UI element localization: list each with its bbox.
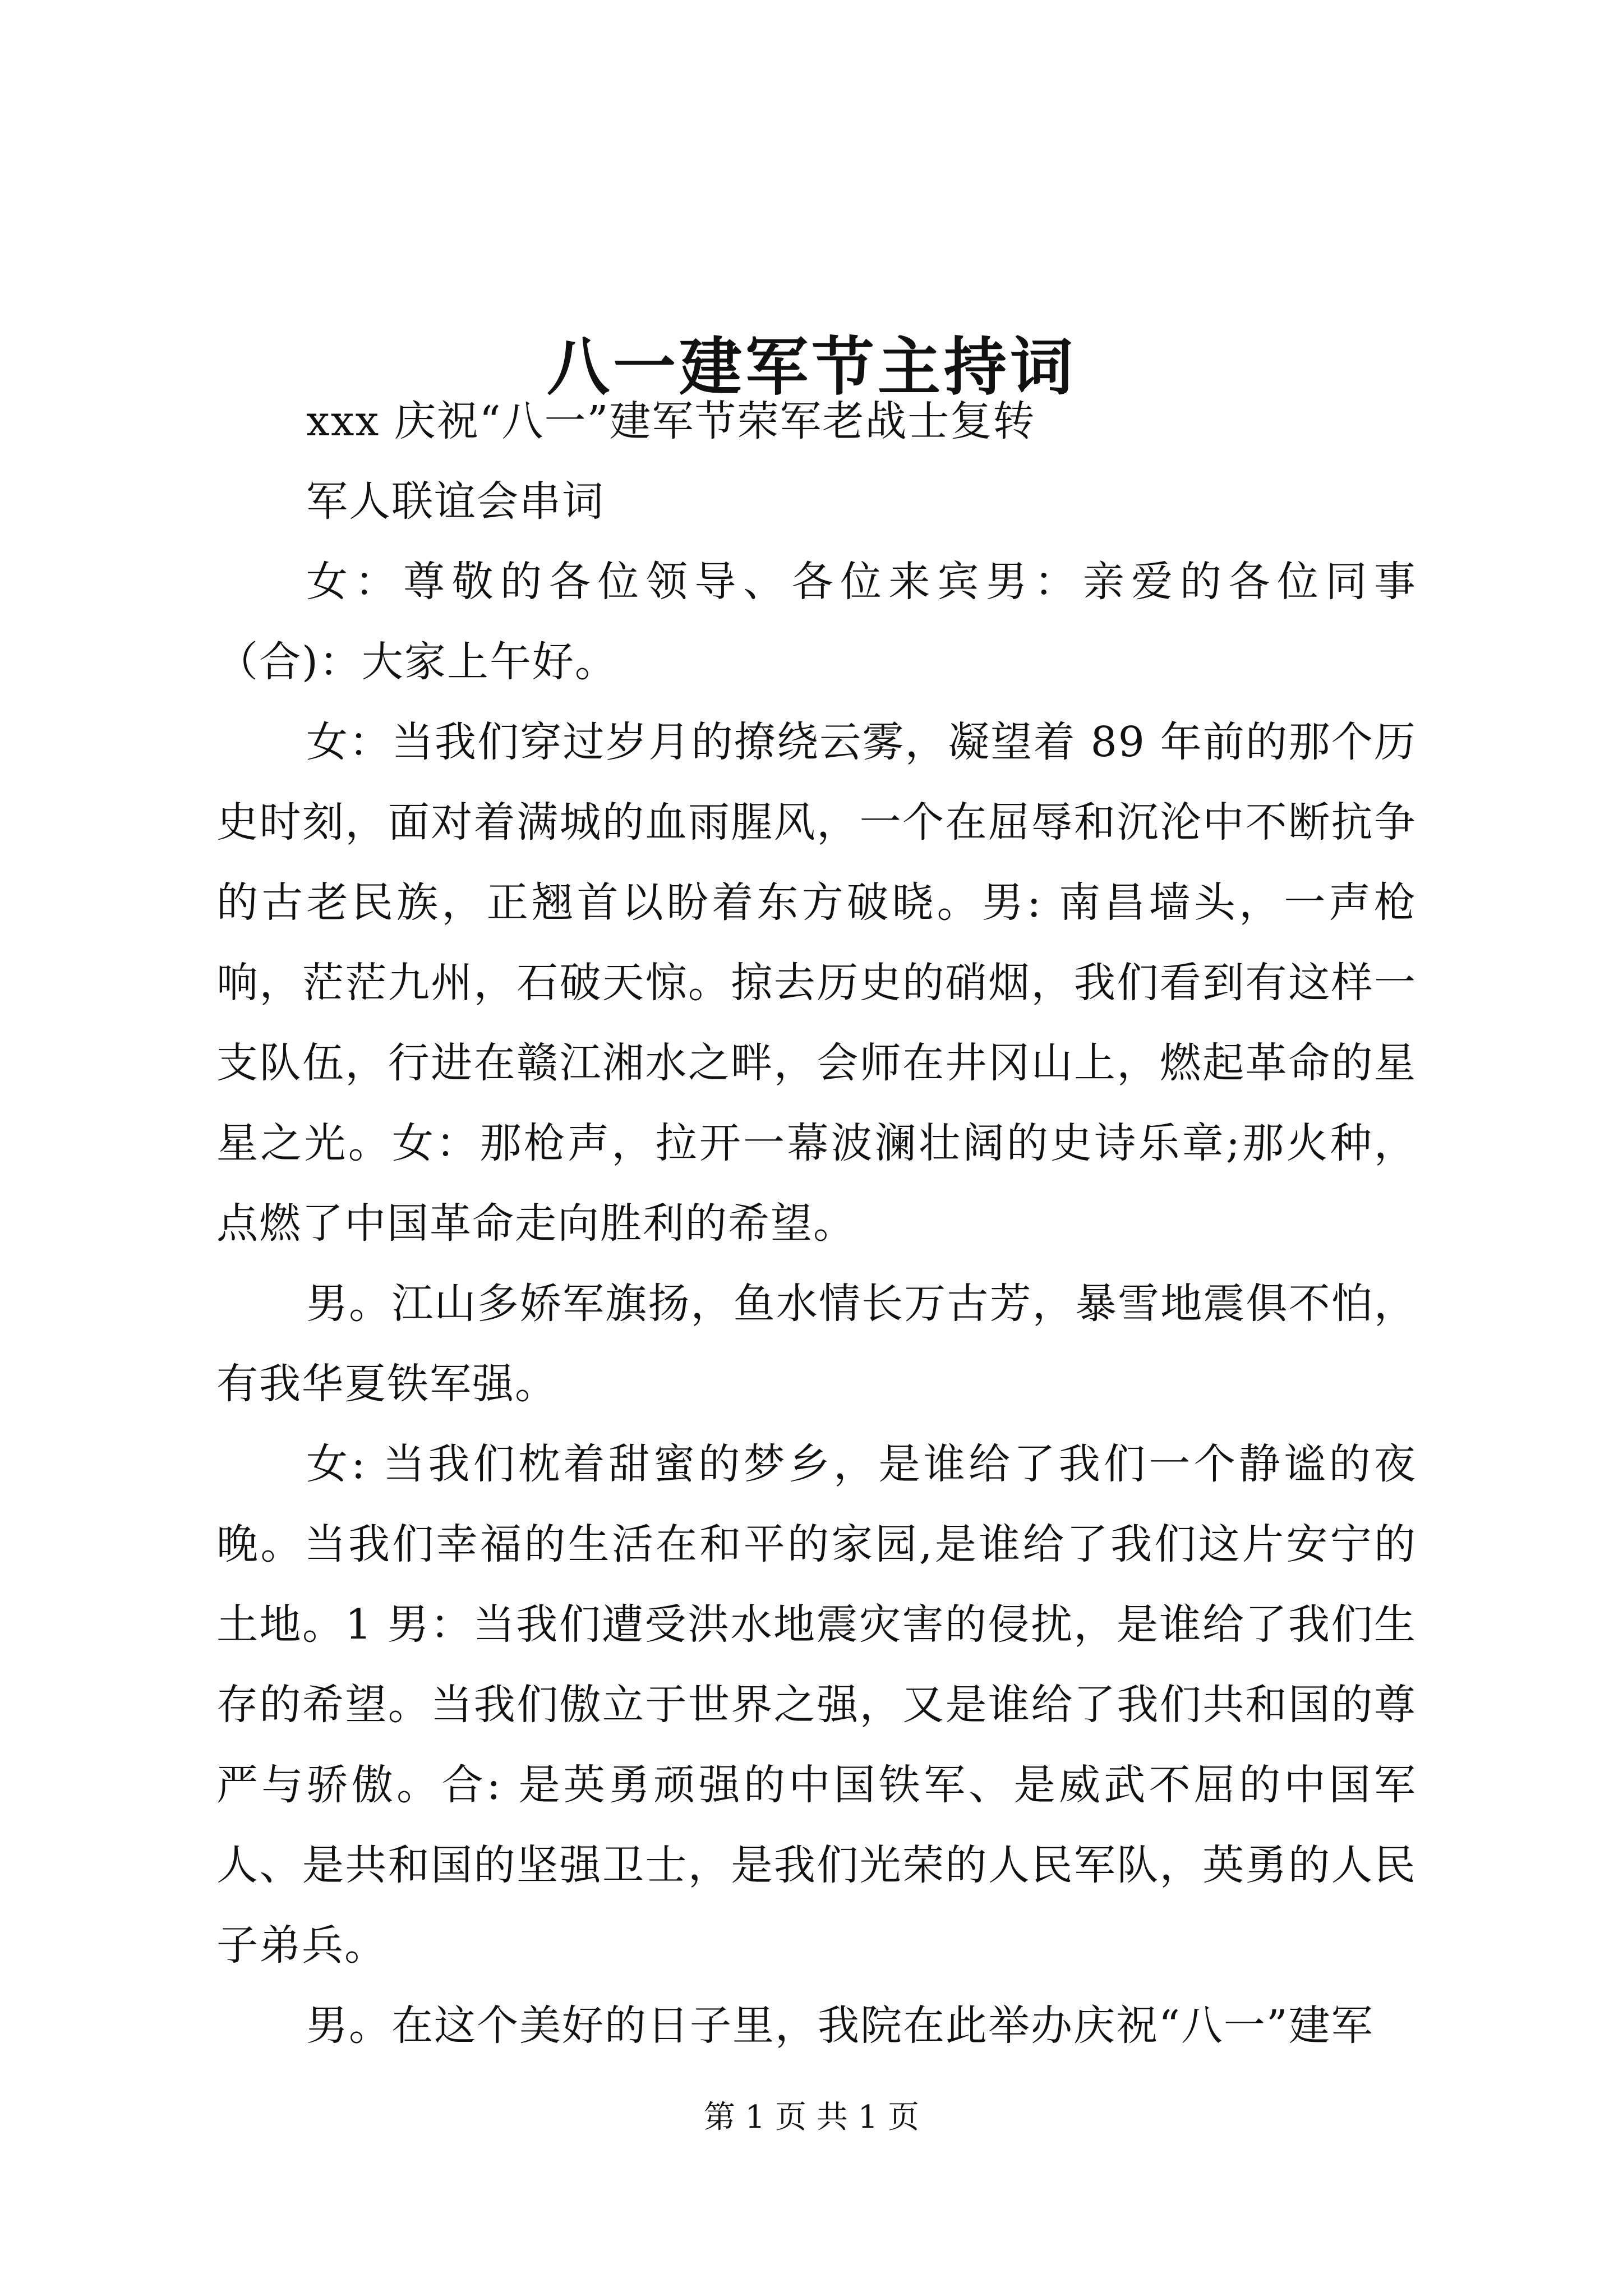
paragraph-2: 军人联谊会串词 xyxy=(306,477,605,526)
paragraph-5: 男。江山多娇军旗扬，鱼水情长万古芳，暴雪地震俱不怕，有我华夏铁军强。 xyxy=(216,1280,1417,1408)
paragraph-7: 男。在这个美好的日子里，我院在此举办庆祝“八一”建军 xyxy=(306,2001,1374,2050)
paragraph-6: 女: 当我们枕着甜蜜的梦乡，是谁给了我们一个静谧的夜晚。当我们幸福的生活在和平的家园,是谁给了我们这片安宁的土地。1 男：当我们遭受洪水地震灾害的侵扰，是谁给了我们生存的希望。当我们傲立于世界之强，又是谁给了我们共和国的尊严与骄傲。合: 是英勇顽强的中国铁军、是威武不屈的中国军人、是共和国的坚强卫士，是我们光荣的人民军队，英勇的人民子弟兵。 xyxy=(216,1440,1417,1970)
paragraph-3: 女：尊敬的各位领导、各位来宾男：亲爱的各位同事（合)：大家上午好。 xyxy=(216,558,1417,686)
page-number-footer: 第 1 页 共 1 页 xyxy=(703,2099,920,2136)
document-body xyxy=(216,381,1417,2066)
document-title: 八一建军节主持词 xyxy=(547,330,1076,404)
paragraph-4: 女：当我们穿过岁月的撩绕云雾，凝望着 89 年前的那个历史时刻，面对着满城的血雨腥风，一个在屈辱和沉沦中不断抗争的古老民族，正翘首以盼着东方破晓。男: 南昌墙头，一声枪响，茫茫九州，石破天惊。掠去历史的硝烟，我们看到有这样一支队伍，行进在赣江湘水之畔，会师在井冈山上，燃起革命的星星之光。女：那枪声，拉开一幕波澜壮阔的史诗乐章;那火种，点燃了中国革命走向胜利的希望。 xyxy=(216,718,1417,1248)
paragraph-1: xxx 庆祝“八一”建军节荣军老战士复转 xyxy=(306,397,1036,445)
